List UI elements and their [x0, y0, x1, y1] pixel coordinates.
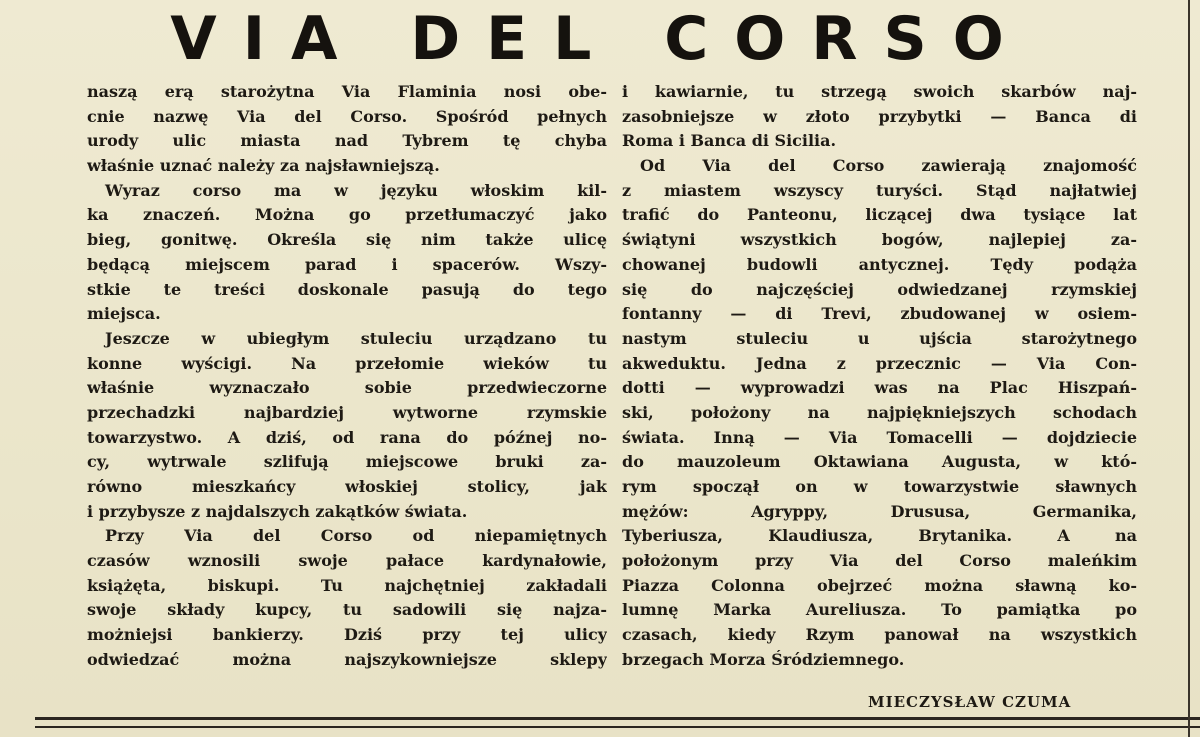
column-edge-line	[1188, 0, 1190, 737]
text-line: miejsca.	[87, 304, 161, 324]
text-line: równo mieszkańcy włoskiej stolicy, jak	[87, 477, 607, 496]
text-line: brzegach Morza Śródziemnego.	[622, 649, 905, 669]
text-line: dotti — wyprowadzi was na Plac Hiszpań-	[622, 378, 1137, 398]
text-line: się do najczęściej odwiedzanej rzymskiej	[622, 279, 1137, 299]
bottom-rule	[35, 717, 1200, 720]
left-text-column	[87, 80, 607, 673]
text-line: właśnie wyznaczało sobie przedwieczorne	[87, 378, 607, 398]
text-line: z miastem wszyscy turyści. Stąd najłatwiej	[622, 180, 1137, 200]
text-line: czasach, kiedy Rzym panował na wszystkich	[622, 625, 1137, 645]
text-line: chowanej budowli antycznej. Tędy podąża	[622, 254, 1137, 274]
text-line: książęta, biskupi. Tu najchętniej zakładali	[87, 575, 607, 595]
text-line: cnie nazwę Via del Corso. Spośród pełnych	[87, 106, 607, 126]
text-line: Jeszcze w ubiegłym stuleciu urządzano tu	[105, 328, 607, 348]
text-line: świata. Inną — Via Tomacelli — dojdziecie	[622, 427, 1137, 447]
text-line: i przybysze z najdalszych zakątków świata.	[87, 501, 468, 521]
text-line: bieg, gonitwę. Określa się nim także ulicę	[87, 230, 607, 250]
text-line: zasobniejsze w złoto przybytki — Banca di	[622, 106, 1137, 126]
text-line: swoje składy kupcy, tu sadowili się najza-	[87, 600, 607, 620]
text-line: lumnę Marka Aureliusza. To pamiątka po	[622, 600, 1137, 620]
text-line: nastym stuleciu u ujścia starożytnego	[622, 328, 1137, 348]
text-line: do mauzoleum Oktawiana Augusta, w któ-	[622, 452, 1137, 472]
text-line: czasów wznosili swoje pałace kardynałowie,	[87, 551, 607, 571]
text-line: Od Via del Corso zawierają znajomość	[640, 156, 1137, 176]
text-line: konne wyścigi. Na przełomie wieków tu	[87, 353, 607, 373]
text-line: odwiedzać można najszykowniejsze sklepy	[87, 649, 607, 669]
text-line: stkie te treści doskonale pasują do tego	[87, 279, 607, 299]
text-line: położonym przy Via del Corso maleńkim	[622, 551, 1137, 571]
text-line: świątyni wszystkich bogów, najlepiej za-	[622, 230, 1137, 250]
text-line: towarzystwo. A dziś, od rana do późnej no-	[87, 427, 607, 447]
text-line: ski, położony na najpiękniejszych schodach	[622, 402, 1137, 422]
text-line: rym spoczął on w towarzystwie sławnych	[622, 477, 1137, 496]
bottom-rule-thin	[35, 726, 1200, 728]
text-line: trafić do Panteonu, liczącej dwa tysiące lat	[622, 205, 1137, 225]
text-line: Wyraz corso ma w języku włoskim kil-	[105, 180, 607, 200]
text-line: i kawiarnie, tu strzegą swoich skarbów naj-	[622, 82, 1137, 101]
text-line: Przy Via del Corso od niepamiętnych	[105, 526, 607, 546]
text-line: mężów: Agryppy, Drususa, Germanika,	[622, 501, 1137, 521]
text-line: ka znaczeń. Można go przetłumaczyć jako	[87, 205, 607, 225]
text-line: naszą erą starożytna Via Flaminia nosi obe-	[87, 82, 607, 101]
text-line: cy, wytrwale szlifują miejscowe bruki za-	[87, 452, 607, 472]
text-line: urody ulic miasta nad Tybrem tę chyba	[87, 131, 607, 151]
right-text-column	[622, 80, 1137, 673]
text-line: akweduktu. Jedna z przecznic — Via Con-	[622, 353, 1137, 373]
text-line: właśnie uznać należy za najsławniejszą.	[87, 156, 440, 176]
text-line: Tyberiusza, Klaudiusza, Brytanika. A na	[622, 526, 1137, 546]
text-line: możniejsi bankierzy. Dziś przy tej ulicy	[87, 625, 607, 645]
text-line: przechadzki najbardziej wytworne rzymskie	[87, 402, 607, 422]
text-line: Piazza Colonna obejrzeć można sławną ko-	[622, 575, 1137, 595]
author-signature: MIECZYSŁAW CZUMA	[868, 693, 1072, 711]
text-line: fontanny — di Trevi, zbudowanej w osiem-	[622, 304, 1137, 324]
text-line: będącą miejscem parad i spacerów. Wszy-	[87, 254, 607, 274]
article-title: VIA DEL CORSO	[170, 4, 1030, 74]
text-line: Roma i Banca di Sicilia.	[622, 131, 837, 151]
